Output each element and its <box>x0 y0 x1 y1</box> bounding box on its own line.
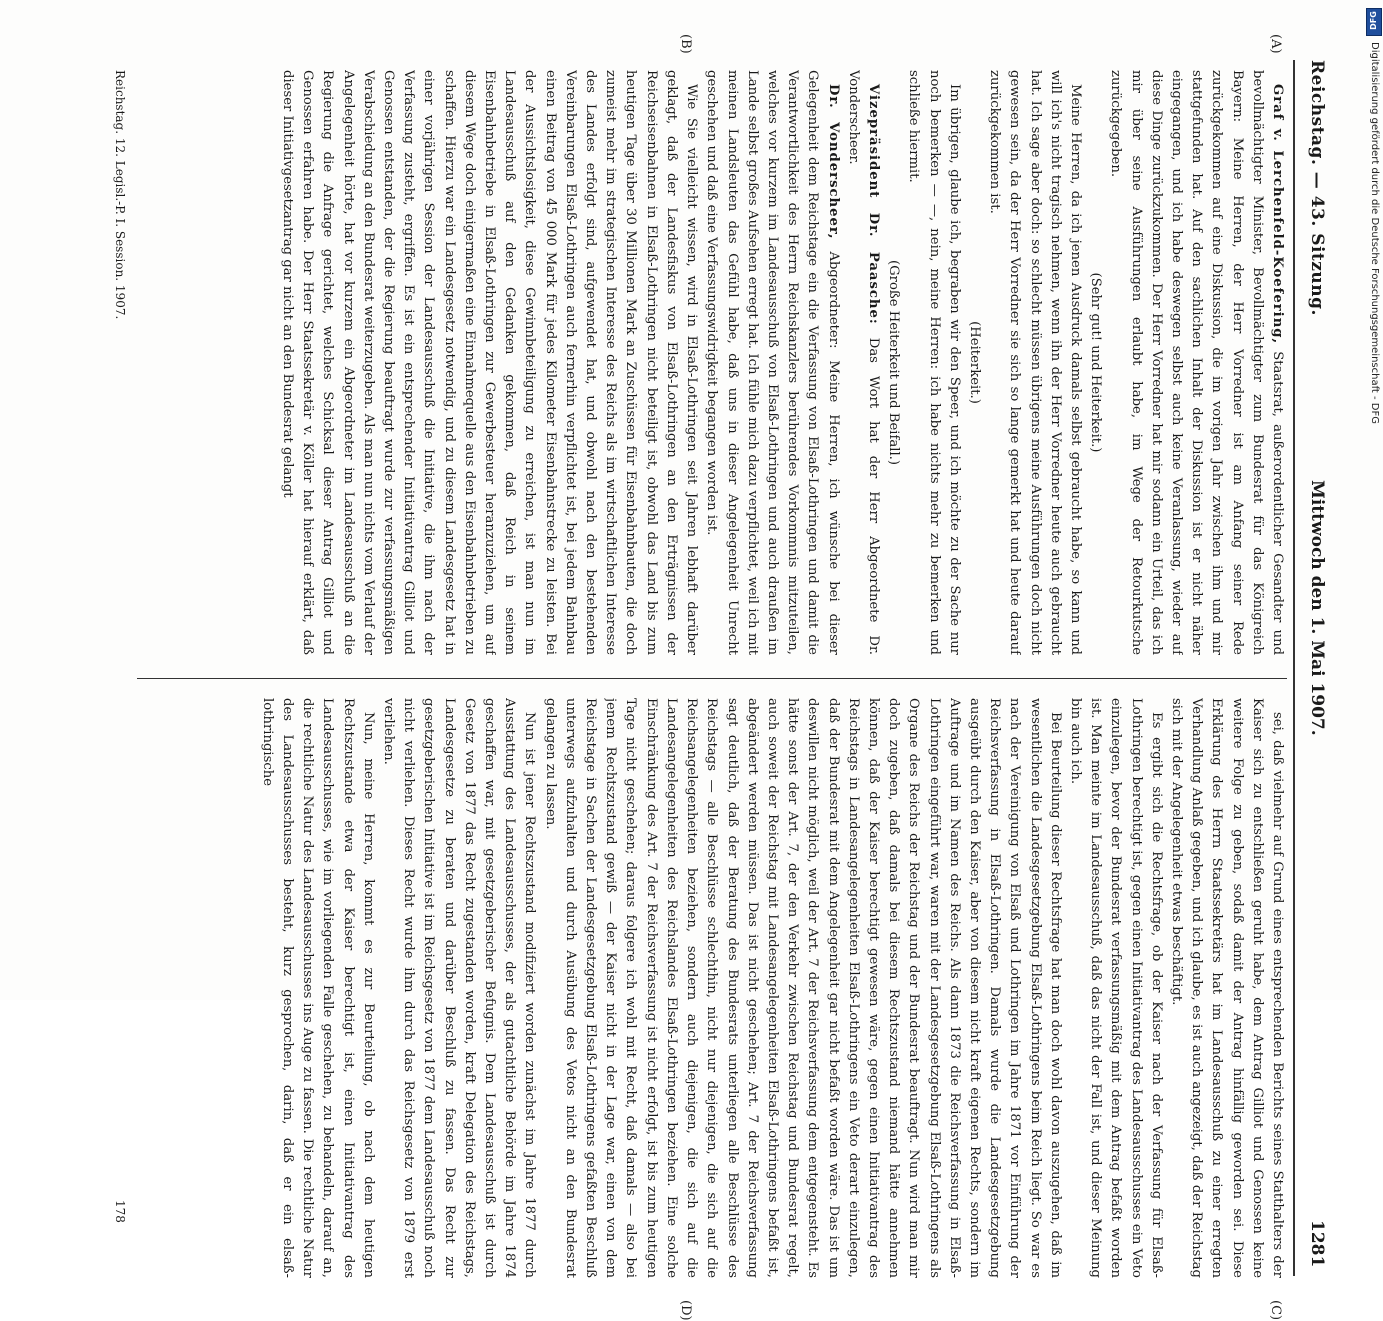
paragraph <box>1105 70 1287 655</box>
paragraph-text: Nun, meine Herren, kommt es zur Beurteilung, ob nach dem heutigen Rechtszustande etwa der Kaiser berechtigt ist, einen Initiativantrag des Landesausschusses, wie im vorliegenden Falle geschehen, zu behandeln, darauf an, die rechtliche Natur des Landesausschusses ins Auge zu fassen. Die rechtliche Natur des Landesausschusses besteht, kurz gesprochen, darin, daß er ein elsaß-lothringische <box>259 698 376 1278</box>
page-header <box>1299 60 1333 1276</box>
page-footer: Reichstag. 12. Legisl.-P. I. Session. 1907. <box>113 70 127 320</box>
paragraph-text: Wie Sie vielleicht wissen, wird in Elsaß-Lothringen seit Jahren lebhaft darüber geklagt, daß der Landesfiskus von Elsaß-Lothringen an den Erträgnissen der Reichseisenbahnen in Elsaß-Lothringen nicht beteiligt ist, obwohl das Land bis zum heutigen Tage über 30 Millionen Mark an Zuschüssen für Eisenbahnbauten, die doch zumeist mehr im strategischen Interesse des Reichs als im wirtschaftlichen Interesse des Landes erfolgt sind, aufgewendet hat, und obwohl nach den bestehenden Vereinbarungen Elsaß-Lothringen auch fernerhin verpflichtet ist, bei jedem Bahnbau einen Beitrag von 45 000 Mark für jedes Kilometer Eisenbahnstrecke zu leisten. Bei der Aussichtslosigkeit, diese Gewinnbeteiligung zu erreichen, ist man nun im Landesausschuß auf den Gedanken gekommen, daß Reich in seinem Eisenbahnbetriebe in Elsaß-Lothringen zur Gewerbesteuer heranzuziehen, um auf diesem Wege doch einigermaßen eine Einnahmequelle aus den Eisenbahnbetrieben zu schaffen. Hierzu war ein Landesgesetz notwendig, und zu diesem Landesgesetz hat in einer vorjährigen Session der Landesausschuß die Initiative, die ihm nach der Verfassung zusteht, ergriffen. Es ist ein entsprechender Initiativantrag Gilliot und Genossen entstanden, der die Regierung beauftragt wurde zur verfassungsmäßigen Verabschiedung an den Bundesrat weiterzugeben. Als man nun nichts vom Verlauf der Angelegenheit hörte, hat vor kurzem ein Abgeordneter im Landesausschuß an die Regierung die Anfrage gerichtet, welches Schicksal dieser Antrag Gilliot und Genossen erfahren habe. Der Herr Staatssekretär v. Köller hat hierauf erklärt, daß dieser Initiativgesetzantrag gar nicht an den Bundesrat gelangt <box>280 70 700 655</box>
paragraph <box>277 70 701 655</box>
left-column <box>137 70 1287 655</box>
speaker-name: Dr. Vonderscheer, <box>825 84 841 240</box>
paragraph-text: Es ergibt sich die Rechtsfrage, ob der Kaiser nach der Verfassung für Elsaß-Lothringen berechtigt ist, gegen einen Initiativantrag des Landesausschusses ein Veto einzulegen, bevor der Bundesrat verfassungsmäßig mit dem Antrag befaßt worden ist. Man meinte im Landesausschuß, daß das nicht der Fall ist, und dieser Meinung bin auch ich. <box>1067 698 1164 1278</box>
interjection: (Heiterkeit.) <box>966 321 982 404</box>
paragraph-text: sei, daß vielmehr auf Grund eines entsprechenden Berichts seines Statthalters der Kaiser sich zu entschließen geruht habe, dem Antrag Gilliot und Genossen keine weitere Folge zu geben, sodaß damit der Antrag hinfällig geworden sei. Diese Erklärung des Herrn Staatssekretärs hat im Landesausschuß zu einer erregten Verhandlung Anlaß gegeben, und ich glaube, es ist auch angezeigt, daß der Reichstag sich mit der Angelegenheit etwas beschäftigt. <box>1168 698 1285 1278</box>
paragraph-text: Das Wort hat der Herr Abgeordnete Dr. Vonderscheer. <box>845 70 881 655</box>
credit-text: Digitalisierung gefördert durch die Deutsche Forschungsgemeinschaft - DFG <box>1369 42 1380 425</box>
header-page-number: 1281 <box>1307 1220 1327 1268</box>
header-rule <box>1293 60 1295 1276</box>
paragraph-text: Im übrigen, glaube ich, begraben wir den Speer, und ich möchte zu der Sache nur noch bemerken — —, nein, meine Herren: ich habe nichts mehr zu bemerken und schließe hiermit. <box>906 70 962 655</box>
paragraph <box>903 70 964 655</box>
interjection: (Große Heiterkeit und Beifall.) <box>886 259 902 465</box>
margin-mark-b: (B) <box>678 34 693 54</box>
paragraph-text: Abgeordneter: Meine Herren, ich wünsche bei dieser Gelegenheit dem Reichstage ein die Verfassung von Elsaß-Lothringen und damit die Verantwortlichkeit des Herrn Reichskanzlers berührendes Vorkommnis mitzuteilen, welches vor kurzem im Landesausschuß von Elsaß-Lothringen und auch draußen im Lande selbst großes Aufsehen erregt hat. Ich fühle mich dazu verpflichtet, weil ich mit meinen Landsleuten das Gefühl habe, daß uns in dieser Angelegenheit Unrecht geschehen und daß eine Verfassungswidrigkeit begangen worden ist. <box>704 70 841 655</box>
paragraph <box>378 698 540 1278</box>
paragraph <box>1166 698 1287 1278</box>
paragraph <box>539 698 1064 1278</box>
paragraph <box>984 70 1085 655</box>
margin-mark-d: (D) <box>678 1300 693 1321</box>
paragraph-text: Staatsrat, außerordentlicher Gesandter und bevollmächtigter Minister, Bevollmächtigter zum Bundesrat für das Königreich Bayern: Meine Herren, der Herr Vorredner ist am Anfang seiner Rede zurückgekommen auf eine Diskussion, die im vorigen Jahr zwischen ihm und mir stattgefunden hat. Auf den sachlichen Inhalt der Diskussion ist er nicht näher eingegangen, und ich habe deswegen selbst auch keine Veranlassung, wieder auf diese Dinge zurückzukommen. Der Herr Vorredner hat mir sodann ein Urteil, das ich mir über seine Ausführungen erlaubt habe, im Wege der Retourkutsche zurückgegeben. <box>1108 70 1285 655</box>
header-date: Mittwoch den 1. Mai 1907. <box>1307 480 1327 736</box>
margin-mark-a: (A) <box>1268 34 1283 54</box>
header-session: Reichstag. — 43. Sitzung. <box>1307 60 1327 316</box>
margin-mark-c: (C) <box>1268 1300 1283 1321</box>
speaker-name: Vizepräsident Dr. Paasche: <box>865 84 881 325</box>
paragraph <box>843 70 883 655</box>
dfg-logo: DFG <box>1366 8 1382 36</box>
paragraph-text: Nun ist jener Rechtszustand modifiziert worden zunächst im Jahre 1877 durch Ausstattung des Landesausschusses, der als gutachtliche Behörde im Jahre 1874 geschaffen war, mit gesetzgeberischer Befugnis. Dem Landesausschuß ist durch Gesetz von 1877 das Recht zugestanden worden, kraft Delegation des Reichstags, Landesgesetze zu beraten und darüber Beschluß zu fassen. Das Recht zur gesetzgeberischen Initiative ist im Reichsgesetz von 1877 dem Landesausschuß noch nicht verliehen. Dieses Recht wurde ihm durch das Reichsgesetz von 1879 erst verliehen. <box>381 698 538 1278</box>
digitization-credit <box>1366 8 1380 992</box>
paragraph <box>701 70 842 655</box>
folio-number: 178 <box>113 1200 127 1223</box>
right-column <box>137 698 1287 1278</box>
paragraph-text: Bei Beurteilung dieser Rechtsfrage hat man doch wohl davon auszugehen, daß im wesentlichen die Landesgesetzgebung Elsaß-Lothringens beim Reich liegt. So war es nach der Vereinigung von Elsaß und Lothringen im Jahre 1871 vor Einführung der Reichsverfassung in Elsaß-Lothringen. Damals wurde die Landesgesetzgebung ausgeübt durch den Kaiser, aber von diesem nicht kraft eigenen Rechts, sondern im Auftrage und im Namen des Reichs. Als dann 1873 die Reichsverfassung in Elsaß-Lothringen eingeführt war, waren mit der Landesgesetzgebung Elsaß-Lothringens als Organe des Reichs der Reichstag und der Bundesrat beauftragt. Nun wird man mir doch zugeben, daß damals bei diesem Rechtszustand niemand hätte annehmen können, daß der Kaiser berechtigt gewesen wäre, gegen einen Initiativantrag des Reichstags in Landesangelegenheiten Elsaß-Lothringens ein Veto derart einzulegen, daß der Bundesrat mit dem Angelegenheit gar nicht befaßt worden wäre. Das ist um deswillen nicht möglich, weil der Art. 7 der Reichsverfassung dem entgegensteht. Es hätte sonst der Art. 7, der den Verkehr zwischen Reichstag und Bundesrat regelt, auch soweit der Reichstag mit Landesangelegenheiten Elsaß-Lothringens befaßt ist, abgeändert werden müssen. Das ist nicht geschehen; Art. 7 der Reichsverfassung sagt deutlich, daß der Beratung des Bundesrats unterliegen alle Beschlüsse des Reichstags — alle Beschlüsse schlechthin, nicht nur diejenigen, die sich auf die Reichsangelegenheiten beziehen, sondern auch diejenigen, die sich auf die Landesangelegenheiten des Reichslandes Elsaß-Lothringen beziehen. Eine solche Einschränkung des Art. 7 der Reichsverfassung ist nicht erfolgt, ist bis zum heutigen Tage nicht geschehen; daraus folgere ich wohl mit Recht, daß damals — also bei jenem Rechtszustand gewiß — der Kaiser nicht in der Lage war, einen von dem Reichstage in Sachen der Landesgesetzgebung Elsaß-Lothringens gefaßten Beschluß unterwegs aufzuhalten und durch Ausübung des Vetos nicht an den Bundesrat gelangen zu lassen. <box>542 698 1063 1278</box>
speaker-name: Graf v. Lerchenfeld-Koefering, <box>1270 84 1285 345</box>
paragraph <box>257 698 378 1278</box>
paragraph <box>1065 698 1166 1278</box>
column-divider <box>137 678 1287 679</box>
interjection: (Sehr gut! und Heiterkeit.) <box>1088 272 1104 453</box>
paragraph-text: Meine Herren, da ich jenen Ausdruck damals selbst gebraucht habe, so kann und will ich's nicht tragisch nehmen, wenn ihn der Herr Vorredner heute auch gebraucht hat. Ich sage aber doch: so schlecht müssen übrigens meine Ausführungen doch nicht gewesen sein, da der Herr Vorredner sie sich so lange gemerkt hat und heute darauf zurückgekommen ist. <box>987 70 1083 655</box>
